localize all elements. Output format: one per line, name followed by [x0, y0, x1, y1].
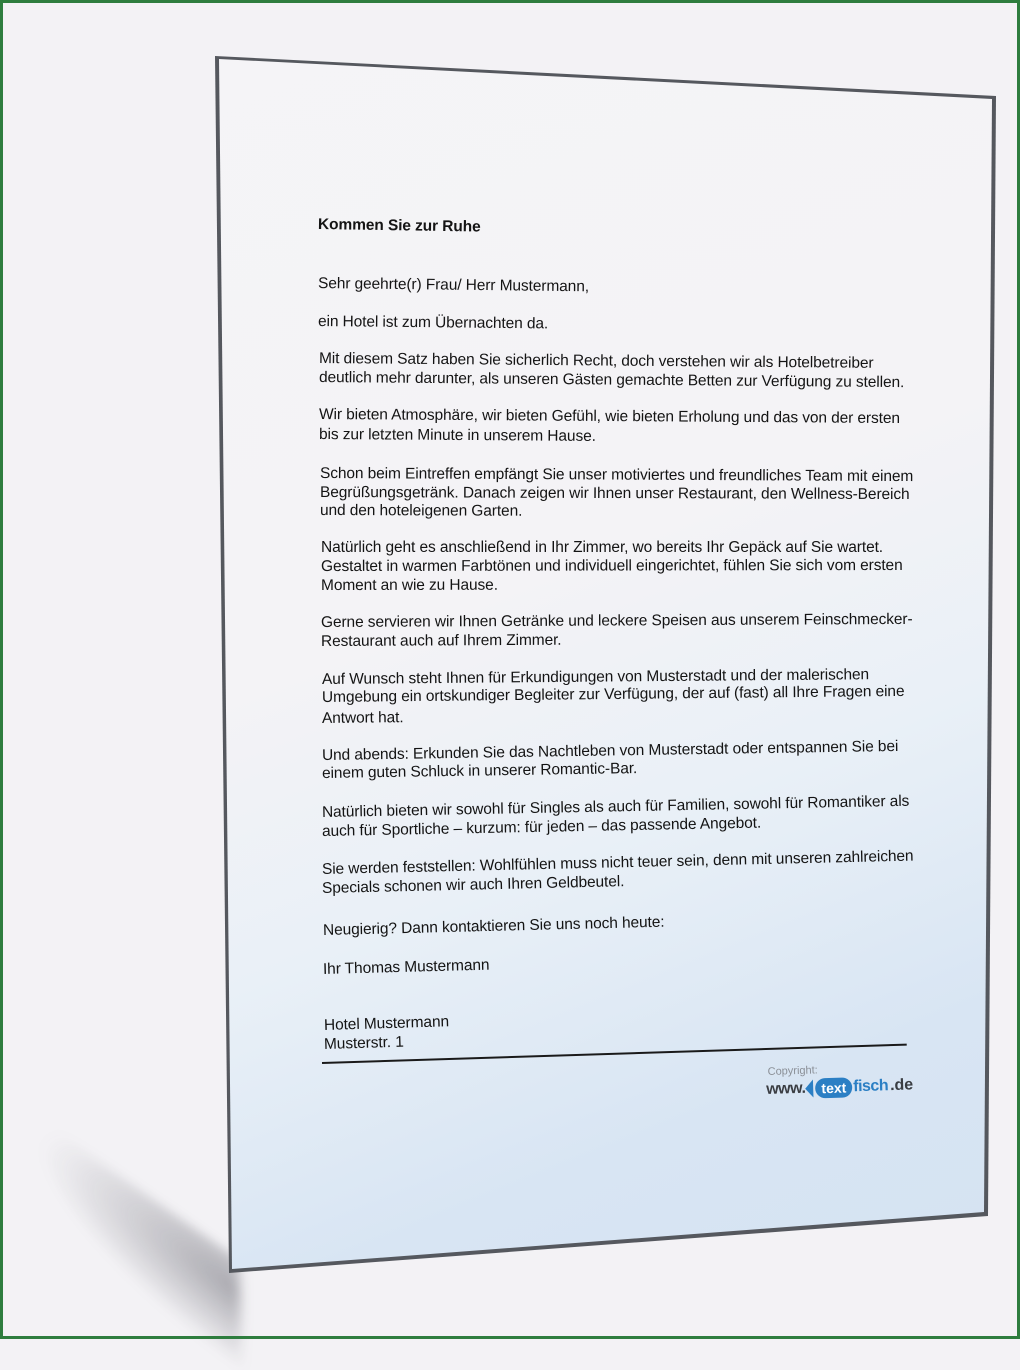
paragraph-line: Umgebung ein ortskundiger Begleiter zur Verfügung, der auf (fast) all Ihre Fragen eine: [321, 682, 905, 706]
logo-tld: .de: [889, 1076, 914, 1095]
paragraph-line: ein Hotel ist zum Übernachten da.: [317, 313, 549, 333]
closing-signature: Ihr Thomas Mustermann: [322, 956, 490, 978]
fish-tail-icon: [805, 1080, 814, 1098]
paragraph-line: deutlich mehr darunter, als unseren Gästen gemachte Betten zur Verfügung zu stellen.: [318, 369, 905, 392]
paragraph-line: einem guten Schluck in unserer Romantic-Bar.: [321, 760, 638, 782]
paragraph-line: Antwort hat.: [321, 709, 404, 727]
paragraph-line: Und abends: Erkunden Sie das Nachtleben von Musterstadt oder entspannen Sie bei: [321, 737, 899, 764]
paragraph-line: und den hoteleigenen Garten.: [319, 502, 523, 520]
logo-fisch: fisch: [852, 1077, 889, 1096]
document-title: Kommen Sie zur Ruhe: [317, 216, 481, 236]
paragraph-line: auch für Sportliche – kurzum: für jeden – das passende Angebot.: [321, 814, 762, 840]
paragraph-line: Natürlich geht es anschließend in Ihr Zimmer, wo bereits Ihr Gepäck auf Sie wartet.: [321, 539, 884, 556]
paragraph-line: Gestaltet in warmen Farbtönen und individuell eingerichtet, fühlen Sie sich vom ersten: [320, 556, 903, 575]
logo-fish-text: text: [815, 1077, 853, 1098]
paragraph-line: Neugierig? Dann kontaktieren Sie uns noch heute:: [322, 913, 665, 939]
paragraph-line: Natürlich bieten wir sowohl für Singles als auch für Familien, sowohl für Romantiker als: [321, 792, 910, 821]
paragraph-line: Sie werden feststellen: Wohlfühlen muss nicht teuer sein, denn mit unseren zahlreichen: [321, 847, 914, 878]
salutation: Sehr geehrte(r) Frau/ Herr Mustermann,: [317, 275, 590, 296]
paragraph-line: Schon beim Eintreffen empfängt Sie unser motiviertes und freundliches Team mit einem: [319, 465, 914, 486]
paragraph-line: Mit diesem Satz haben Sie sicherlich Recht, doch verstehen wir als Hotelbetreiber: [318, 350, 874, 372]
paragraph-line: Gerne servieren wir Ihnen Getränke und leckere Speisen aus unserem Feinschmecker-: [320, 610, 913, 631]
address-line: Hotel Mustermann: [323, 1013, 450, 1034]
textfisch-logo: [765, 1061, 913, 1100]
paragraph-line: Wir bieten Atmosphäre, wir bieten Gefühl, wie bieten Erholung und das von der ersten: [318, 406, 900, 428]
paragraph-line: Moment an wie zu Hause.: [320, 576, 498, 594]
paragraph-line: Auf Wunsch steht Ihnen für Erkundigungen von Musterstadt und der malerischen: [321, 666, 870, 688]
address-line: Musterstr. 1: [323, 1033, 404, 1053]
logo-www: www.: [765, 1079, 806, 1098]
paragraph-line: bis zur letzten Minute in unserem Hause.: [318, 426, 596, 445]
paragraph-line: Restaurant auch auf Ihrem Zimmer.: [320, 631, 562, 650]
copyright-label: Copyright:: [767, 1064, 818, 1078]
footer-divider: [322, 1044, 907, 1064]
paragraph-line: Specials schonen wir auch Ihren Geldbeutel.: [321, 873, 625, 897]
paragraph-line: Begrüßungsgetränk. Danach zeigen wir Ihnen unser Restaurant, den Wellness-Bereich: [319, 484, 910, 504]
